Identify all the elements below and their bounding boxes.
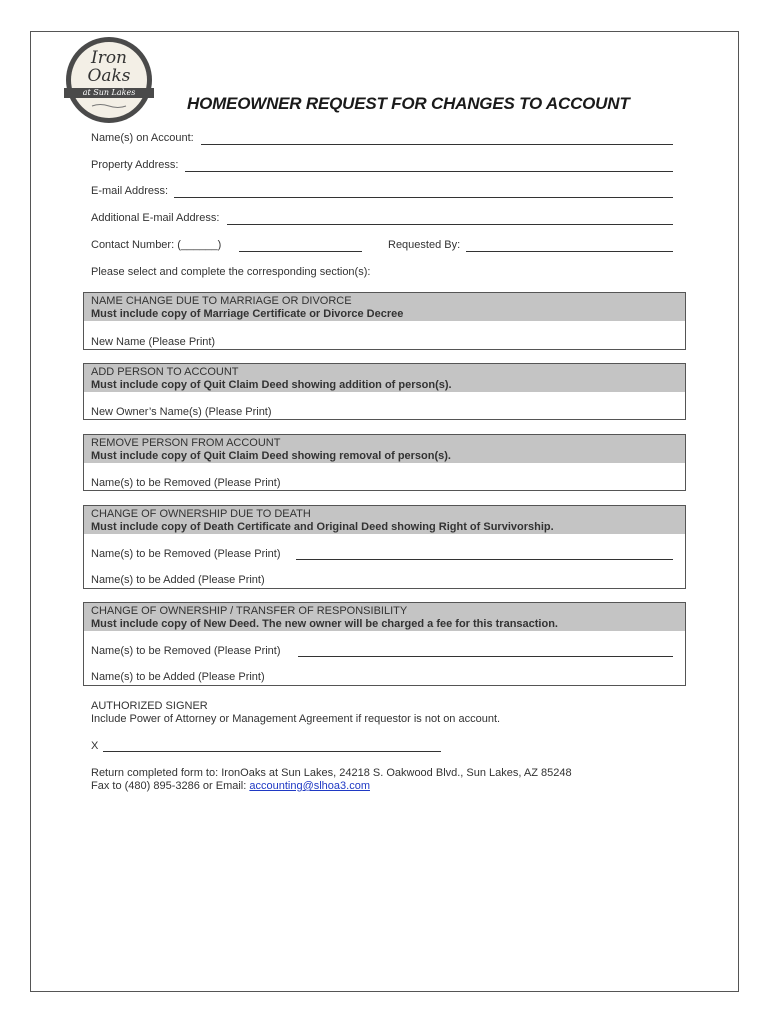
logo-banner: at Sun Lakes: [64, 88, 154, 98]
section-header: [84, 435, 685, 463]
authorized-signer-note: Include Power of Attorney or Management Agreement if requestor is not on account.: [91, 713, 501, 725]
section-requirement: Must include copy of Quit Claim Deed showing addition of person(s).: [91, 379, 452, 391]
section-heading: ADD PERSON TO ACCOUNT: [91, 366, 239, 378]
section-add-person: [83, 363, 686, 420]
logo-word-iron: Iron: [90, 48, 128, 68]
names-on-account-label: Name(s) on Account:: [91, 132, 194, 144]
additional-email-input[interactable]: [227, 224, 673, 225]
names-to-remove-input[interactable]: [298, 656, 673, 657]
email-address-label: E-mail Address:: [91, 185, 169, 197]
section-requirement: Must include copy of New Deed. The new owner will be charged a fee for this transaction.: [91, 618, 558, 630]
form-title: HOMEOWNER REQUEST FOR CHANGES TO ACCOUNT: [187, 94, 630, 113]
section-header: [84, 603, 685, 631]
ironoaks-logo: [66, 37, 152, 123]
names-to-remove-input[interactable]: [296, 559, 673, 560]
leaf-icon: [90, 103, 128, 109]
requested-by-label: Requested By:: [388, 239, 461, 251]
new-owner-name-field[interactable]: New Owner’s Name(s) (Please Print): [91, 406, 272, 418]
requested-by-input[interactable]: [466, 251, 673, 252]
section-heading: CHANGE OF OWNERSHIP / TRANSFER OF RESPONSIBILITY: [91, 605, 408, 617]
section-requirement: Must include copy of Death Certificate and Original Deed showing Right of Survivorship.: [91, 521, 554, 533]
authorized-signer-heading: AUTHORIZED SIGNER: [91, 700, 208, 712]
section-heading: REMOVE PERSON FROM ACCOUNT: [91, 437, 281, 449]
names-to-add-field[interactable]: Name(s) to be Added (Please Print): [91, 574, 265, 586]
section-header: [84, 293, 685, 321]
property-address-input[interactable]: [185, 171, 673, 172]
section-name-change: [83, 292, 686, 350]
signature-mark: X: [91, 740, 99, 752]
section-header: [84, 506, 685, 534]
names-to-add-field[interactable]: Name(s) to be Added (Please Print): [91, 671, 265, 683]
fax-email-line: [91, 780, 370, 793]
additional-email-label: Additional E-mail Address:: [91, 212, 220, 224]
names-to-remove-field[interactable]: Name(s) to be Removed (Please Print): [91, 645, 281, 657]
section-ownership-death: [83, 505, 686, 589]
contact-number-input[interactable]: [239, 251, 362, 252]
email-link[interactable]: accounting@slhoa3.com: [249, 780, 370, 792]
return-address-text: Return completed form to: IronOaks at Sun Lakes, 24218 S. Oakwood Blvd., Sun Lakes, AZ 85248: [91, 767, 572, 779]
property-address-label: Property Address:: [91, 159, 179, 171]
instruction-text: Please select and complete the corresponding section(s):: [91, 266, 371, 278]
logo-word-oaks: Oaks: [87, 66, 131, 86]
new-name-field[interactable]: New Name (Please Print): [91, 336, 216, 348]
signature-input[interactable]: [103, 751, 441, 752]
section-requirement: Must include copy of Quit Claim Deed showing removal of person(s).: [91, 450, 451, 462]
contact-number-label: Contact Number: (______): [91, 239, 222, 251]
section-remove-person: [83, 434, 686, 491]
section-transfer-responsibility: [83, 602, 686, 686]
names-on-account-input[interactable]: [201, 144, 673, 145]
names-to-remove-field[interactable]: Name(s) to be Removed (Please Print): [91, 548, 281, 560]
email-address-input[interactable]: [174, 197, 673, 198]
section-requirement: Must include copy of Marriage Certificate or Divorce Decree: [91, 308, 404, 320]
section-heading: NAME CHANGE DUE TO MARRIAGE OR DIVORCE: [91, 295, 352, 307]
names-to-remove-field[interactable]: Name(s) to be Removed (Please Print): [91, 477, 281, 489]
section-header: [84, 364, 685, 392]
fax-text: Fax to (480) 895-3286 or Email:: [91, 780, 250, 792]
section-heading: CHANGE OF OWNERSHIP DUE TO DEATH: [91, 508, 311, 520]
